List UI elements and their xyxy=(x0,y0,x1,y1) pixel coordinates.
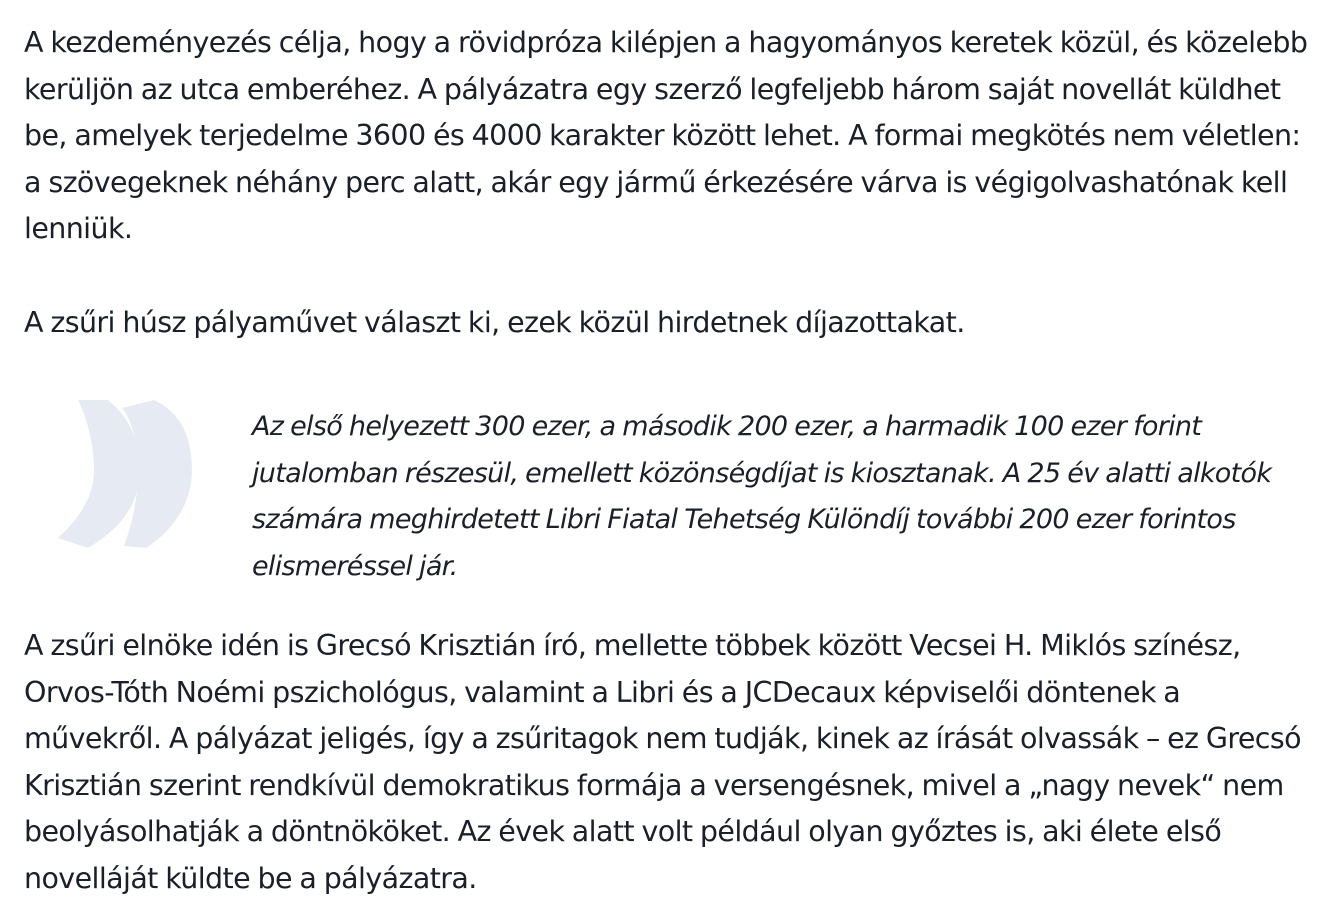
quote-mark-icon xyxy=(36,398,196,553)
pull-quote-text: Az első helyezett 300 ezer, a második 200 ezer, a harmadik 100 ezer forint jutalomban részesül, emellett közönségdíjat is kiosztanak. A 25 év alatti alkotók számára meghirdetett Libri Fiatal Tehetség Különdíj további 200 ezer forintos elismeréssel jár. xyxy=(252,411,1272,582)
article-paragraph: A kezdeményezés célja, hogy a rövidpróza kilépjen a hagyományos keretek közül, és közelebb kerüljön az utca emberéhez. A pályázatra egy szerző legfeljebb három saját novellát küldhet be, amelyek terjedelme 3600 és 4000 karakter között lehet. A formai megkötés nem véletlen: a szövegeknek néhány perc alatt, akár egy jármű érkezésére várva is végigolvashatónak kell lenniük. xyxy=(24,26,1308,245)
article-paragraph: A zsűri elnöke idén is Grecsó Krisztián író, mellette többek között Vecsei H. Miklós színész, Orvos-Tóth Noémi pszichológus, valamint a Libri és a JCDecaux képviselői döntenek a művekről. A pályázat jeligés, így a zsűritagok nem tudják, kinek az írását olvassák – ez Grecsó Krisztián szerint rendkívül demokratikus formája a versengésnek, mivel a „nagy nevek“ nem beolyásolhatják a döntnököket. Az évek alatt volt például olyan győztes is, aki élete első novelláját küldte be a pályázatra. xyxy=(24,629,1301,895)
article-paragraph: A zsűri húsz pályaművet választ ki, ezek közül hirdetnek díjazottakat. xyxy=(24,306,965,339)
